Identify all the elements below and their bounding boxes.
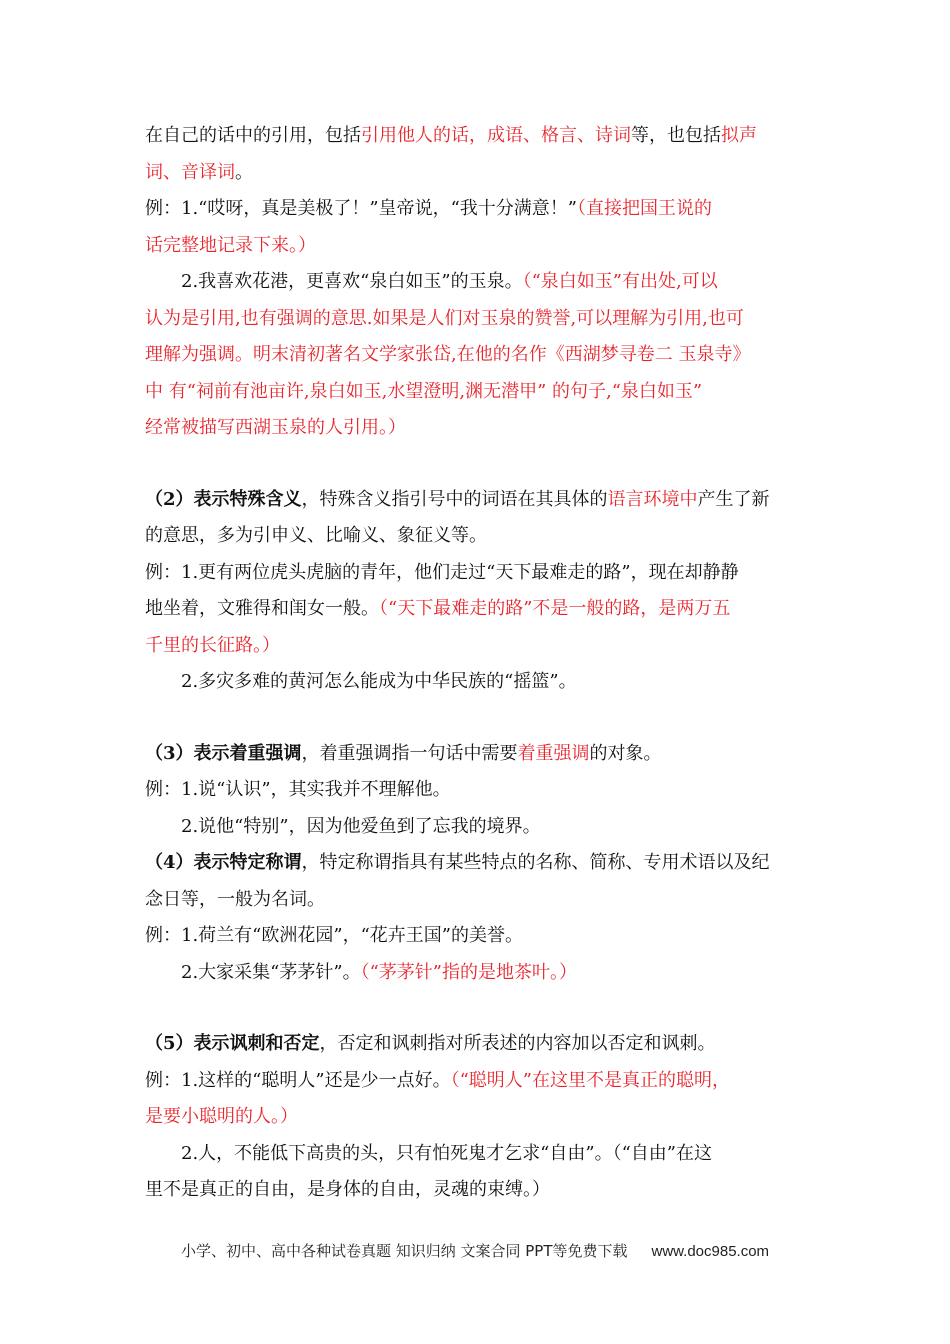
highlight: 语言环境中 [607, 488, 698, 510]
text: ，着重强调指一句话中需要 [301, 742, 518, 764]
s1-example-2 [145, 264, 815, 301]
s4-example-1: 例：1.荷兰有“欧洲花园”，“花卉王国”的美誉。 [145, 925, 523, 946]
text: 2.大家采集“茅茅针”。 [181, 961, 361, 983]
s4-line-2: 念日等，一般为名词。 [145, 888, 325, 910]
text: 地坐着，文雅得和闺女一般。 [145, 598, 379, 619]
annotation: （“泉白如玉”有出处,可以 [522, 271, 718, 292]
s2-example-1: 例：1.更有两位虎头虎脑的青年，他们走过“天下最难走的路”，现在却静静 [145, 561, 739, 583]
annotation: （“茅茅针”指的是地茶叶。） [360, 961, 577, 983]
s2-example-1-cont [145, 591, 815, 628]
text: ，特定称谓指具有某些特点的名称、简称、专用术语以及纪 [301, 852, 770, 873]
page-footer [0, 1240, 950, 1261]
annotation: （直接把国王说的 [576, 198, 712, 219]
text: ，特殊含义指引号中的词语在其具体的 [301, 488, 608, 510]
highlight: 拟声 [721, 125, 757, 146]
section-number: （2） [145, 488, 194, 510]
s2-heading [145, 482, 815, 519]
text: 产生了新 [697, 488, 770, 510]
text: 。 [235, 161, 253, 183]
section-title: 表示着重强调 [193, 742, 302, 764]
s1-example-2-annotation-5: 经常被描写西湖玉泉的人引用。） [145, 417, 406, 438]
section-title: 表示讽刺和否定 [193, 1033, 320, 1054]
s2-example-2: 2.多灾多难的黄河怎么能成为中华民族的“摇篮”。 [181, 671, 577, 692]
s1-example-2-annotation-2: 认为是引用,也有强调的意思.如果是人们对玉泉的赞誉,可以理解为引用,也可 [145, 307, 744, 329]
text: ，否定和讽刺指对所表述的内容加以否定和讽刺。 [319, 1033, 716, 1054]
highlight: 引用他人的话，成语、格言、诗词 [361, 125, 631, 146]
text: 的对象。 [589, 742, 662, 764]
s1-line-1 [145, 118, 815, 155]
s5-example-1-annotation: 是要小聪明的人。） [145, 1106, 298, 1127]
s2-line-2: 的意思，多为引申义、比喻义、象征义等。 [145, 525, 487, 546]
annotation: （“聪明人”在这里不是真正的聪明， [450, 1069, 730, 1091]
footer-text: 小学、初中、高中各种试卷真题 知识归纳 文案合同 PPT等免费下载 [180, 1242, 628, 1260]
highlight: 词、音译词 [145, 161, 235, 183]
text: 2.我喜欢花港，更喜欢“泉白如玉”的玉泉。 [181, 271, 523, 292]
section-title: 表示特定称谓 [193, 852, 302, 873]
section-number: （5） [145, 1033, 194, 1054]
highlight: 着重强调 [517, 742, 590, 764]
document-body [145, 118, 815, 1209]
s4-heading [145, 845, 815, 882]
s3-example-2: 2.说他“特别”，因为他爱鱼到了忘我的境界。 [181, 815, 541, 837]
section-number: （3） [145, 742, 194, 764]
text: 例：1.“哎呀，真是美极了！”皇帝说，“我十分满意！” [145, 198, 577, 219]
s1-example-2-annotation-3: 理解为强调。明末清初著名文学家张岱,在他的名作《西湖梦寻卷二 玉泉寺》 [145, 344, 751, 365]
annotation: （“天下最难走的路”不是一般的路，是两万五 [379, 598, 731, 619]
footer-url[interactable]: www.doc985.com [651, 1243, 770, 1260]
s2-example-1-annotation: 千里的长征路。） [145, 634, 280, 656]
text: 等，也包括 [631, 125, 721, 146]
s1-line-2 [145, 155, 815, 192]
s1-example-1 [145, 191, 815, 228]
section-title: 表示特殊含义 [193, 488, 302, 510]
s1-example-1-annotation: 话完整地记录下来。） [145, 234, 316, 256]
s5-example-1 [145, 1063, 815, 1100]
text: 例：1.这样的“聪明人”还是少一点好。 [145, 1069, 451, 1091]
s5-heading [145, 1026, 815, 1063]
s3-heading [145, 736, 815, 773]
s4-example-2 [145, 955, 815, 992]
section-number: （4） [145, 852, 194, 873]
s5-example-2-cont: 里不是真正的自由，是身体的自由，灵魂的束缚。） [145, 1179, 550, 1200]
s5-example-2: 2.人，不能低下高贵的头，只有怕死鬼才乞求“自由”。（“自由”在这 [181, 1142, 712, 1164]
s1-example-2-annotation-4: 中 有“祠前有池亩许,泉白如玉,水望澄明,渊无潜甲” 的句子,“泉白如玉” [145, 380, 703, 402]
text: 在自己的话中的引用，包括 [145, 125, 361, 146]
s3-example-1: 例：1.说“认识”，其实我并不理解他。 [145, 779, 451, 800]
